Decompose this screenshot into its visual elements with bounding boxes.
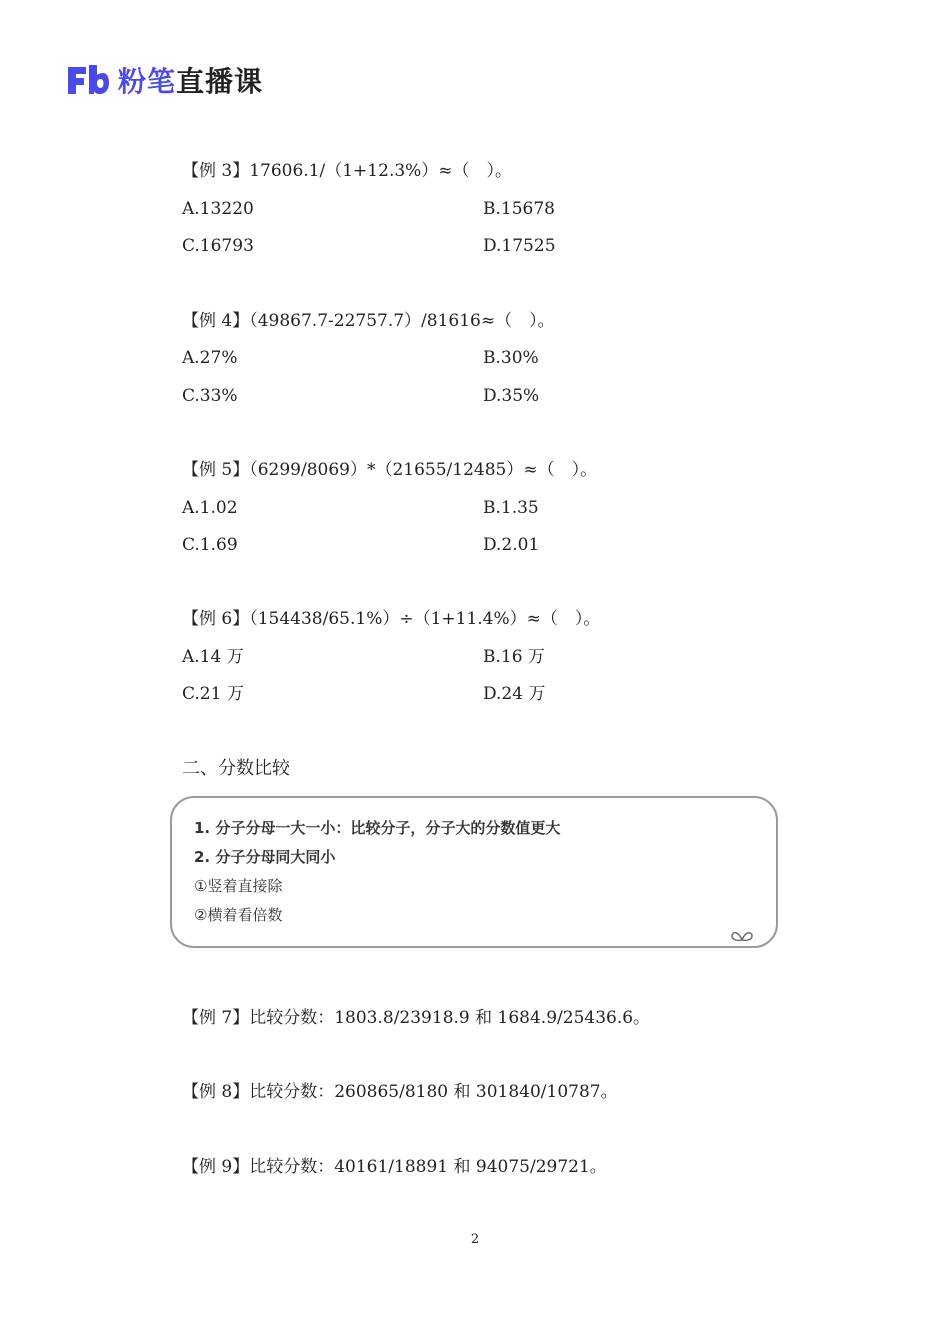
example-5-option-a: A.1.02	[182, 498, 238, 518]
tip-line-2: 2. 分子分母同大同小	[194, 848, 336, 866]
brand-name	[118, 60, 263, 100]
example-6-option-d: D.24 万	[483, 684, 546, 704]
example-4-option-a: A.27%	[182, 348, 238, 368]
example-4-option-d: D.35%	[483, 386, 540, 406]
fb-logo-icon	[66, 63, 110, 97]
tip-box	[170, 796, 778, 948]
example-4-question: 【例 4】（49867.7-22757.7）/81616≈（ ）。	[182, 311, 555, 331]
example-5-question: 【例 5】（6299/8069）*（21655/12485）≈（ ）。	[182, 460, 598, 480]
example-5-option-d: D.2.01	[483, 535, 540, 555]
example-3-question: 【例 3】17606.1/（1+12.3%）≈（ ）。	[182, 161, 513, 181]
example-6-option-a: A.14 万	[182, 647, 244, 667]
brand-secondary: 直播课	[176, 65, 264, 98]
example-8-question: 【例 8】比较分数：260865/8180 和 301840/10787。	[182, 1082, 618, 1102]
example-7-question: 【例 7】比较分数：1803.8/23918.9 和 1684.9/25436.6。	[182, 1008, 651, 1028]
example-4-option-b: B.30%	[483, 348, 539, 368]
example-3-option-b: B.15678	[483, 199, 555, 219]
example-4-option-c: C.33%	[182, 386, 238, 406]
brand-primary: 粉笔	[118, 65, 177, 98]
example-9-question: 【例 9】比较分数：40161/18891 和 94075/29721。	[182, 1157, 607, 1177]
leaf-decoration-icon	[730, 928, 754, 942]
example-6-option-b: B.16 万	[483, 647, 545, 667]
example-5-option-c: C.1.69	[182, 535, 238, 555]
example-6-option-c: C.21 万	[182, 684, 244, 704]
tip-line-1: 1. 分子分母一大一小：比较分子，分子大的分数值更大	[194, 819, 561, 837]
example-6-question: 【例 6】（154438/65.1%）÷（1+11.4%）≈（ ）。	[182, 609, 601, 629]
example-3-option-d: D.17525	[483, 236, 556, 256]
tip-line-4: ②横着看倍数	[194, 906, 283, 924]
tip-line-3: ①竖着直接除	[194, 877, 283, 895]
page-number: 2	[470, 1232, 480, 1247]
example-3-option-a: A.13220	[182, 199, 254, 219]
example-5-option-b: B.1.35	[483, 498, 539, 518]
section-title: 二、分数比较	[182, 758, 290, 779]
brand-logo	[66, 60, 263, 100]
example-3-option-c: C.16793	[182, 236, 254, 256]
